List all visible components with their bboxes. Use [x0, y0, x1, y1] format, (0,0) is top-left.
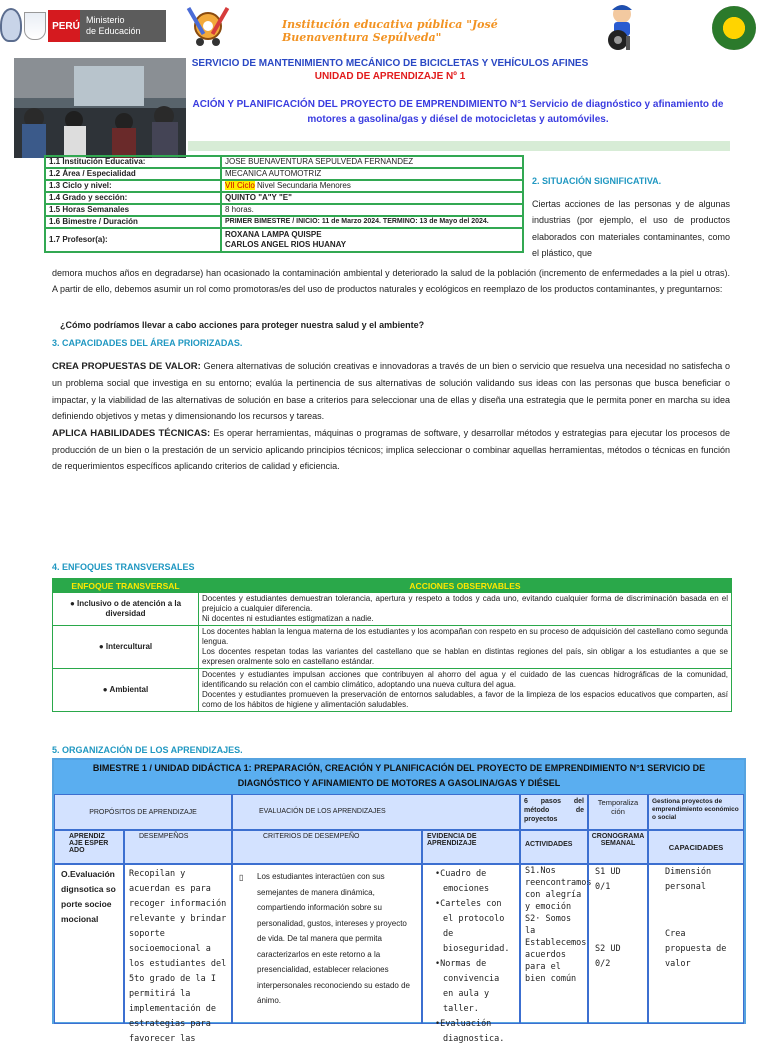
- info-key: 1.3 Ciclo y nivel:: [45, 180, 221, 192]
- school-emblem-logo: [712, 6, 756, 50]
- action-line: Docentes y estudiantes demuestran tolerancia, apertura y respeto a todos y cada uno, evitando cualquier forma de discriminación basada en el prejuicio a cualquier diferencia.: [202, 594, 728, 613]
- info-key: 1.5 Horas Semanales: [45, 204, 221, 216]
- info-row: [45, 204, 523, 216]
- info-value: JOSE BUENAVENTURA SEPULVEDA FERNANDEZ: [221, 156, 523, 168]
- action-line: Los docentes respetan todas las variantes del castellano que se hablan en distintas regiones del país, sin obligar a los estudiantes a que se expresen oralmente solo en castellano estándar.: [202, 647, 728, 666]
- ministry-label-1: Ministerio: [86, 15, 125, 25]
- ie-shield-logo: [0, 8, 22, 42]
- cronograma-header: CRONOGRAMA SEMANAL: [588, 830, 648, 864]
- enfoque-actions: [199, 669, 732, 712]
- cycle-level: Nivel Secundaria Menores: [254, 181, 351, 190]
- evidencia-item: Cuadro de emociones: [440, 869, 490, 894]
- list-item: •Evaluación diagnostica.: [435, 1019, 505, 1044]
- pasos-header: 6 pasos del método de proyectos: [520, 794, 588, 830]
- table-row: [53, 669, 732, 712]
- project-title: [188, 97, 728, 127]
- checkbox-icon: ▯: [239, 873, 244, 882]
- capacidades-header: CAPACIDADES: [648, 830, 744, 864]
- criterio-cell: [232, 864, 422, 1024]
- enfoque-name: ● Inclusivo o de atención a la diversidad: [53, 593, 199, 626]
- info-key: 1.4 Grado y sección:: [45, 192, 221, 204]
- institution-title: Institución educativa pública "José Buenaventura Sepúlveda": [282, 18, 498, 44]
- capacity-2: [52, 425, 730, 475]
- evaluacion-header: EVALUACIÓN DE LOS APRENDIZAJES: [232, 794, 520, 830]
- info-value: MECANICA AUTOMOTRIZ: [221, 168, 523, 180]
- desempenos-header: DESEMPEÑOS: [124, 830, 232, 864]
- teacher-1: ROXANA LAMPA QUISPE: [225, 230, 322, 239]
- service-title: SERVICIO DE MANTENIMIENTO MECÁNICO DE BICICLETAS Y VEHÍCULOS AFINES: [191, 58, 589, 69]
- teacher-2: CARLOS ANGEL RIOS HUANAY: [225, 240, 347, 249]
- capacity-1-text: Genera alternativas de solución creativas e innovadoras a través de un bien o servicio que resuelva una necesidad no satisfecha o un problema social que investiga en su entorno; evalúa la pertinencia de sus alternativas de solución validando sus ideas con las personas que busca beneficiar o impactar, y la viabilidad de las alternativas de solución en base a criterios para seleccionar una de ellas y diseña una estrategia que le permita poner en marcha su idea definiendo objetivos y metas y dimensionando los recursos y tareas.: [52, 361, 731, 422]
- cronograma-s2: S2 UD 0/2: [595, 944, 621, 969]
- header-line-1: BIMESTRE 1 / UNIDAD DIDÁCTICA 1: PREPARACIÓN, CREACIÓN Y PLANIFICACIÓN DEL PROYECTO DE EMPRENDIMIENTO N°1 SERVICIO DE: [92, 763, 706, 773]
- organizacion-header: [54, 760, 744, 794]
- actividades-cell: S1.Nos reencontramos con alegría y emoción S2· Somos la Establecemos acuerdos para el bien común: [520, 864, 588, 1024]
- cronograma-cell: [588, 864, 648, 1024]
- unit-title: UNIDAD DE APRENDIZAJE Nº 1: [314, 71, 466, 82]
- enfoques-title: 4. ENFOQUES TRANSVERSALES: [52, 562, 195, 572]
- temporalizacion-header: Temporaliza ción: [588, 794, 648, 830]
- capacidad-1: Dimensión personal: [665, 867, 712, 892]
- info-row: [45, 216, 523, 228]
- evidencia-item: Normas de convivencia en aula y taller.: [440, 959, 500, 1014]
- situation-text: demora muchos años en degradarse) han ocasionado la contaminación ambiental y deteriorado la salud de la población (incremento de enfermedades a la piel u otras). A partir de ello, debemos asumir un rol como promotoras/es del uso de productos naturales y ecológicos en reemplazo de los productos contaminantes, y preguntarnos:: [52, 268, 730, 295]
- aprendizaje-cell: O.Evaluación dignsotica soporte socioemocional: [54, 864, 124, 1024]
- capacity-1: [52, 358, 730, 425]
- info-row: [45, 156, 523, 168]
- action-line: Docentes y estudiantes promueven la preservación de entornos saludables, a favor de la limpieza de los espacios educativos que comparten, así como de los hábitos de higiene y alimentación saludables.: [202, 690, 728, 709]
- enfoque-name: ● Ambiental: [53, 669, 199, 712]
- propositos-header: PROPÓSITOS DE APRENDIZAJE: [54, 794, 232, 830]
- aprendizaje-header: APRENDIZAJE ESPERADO: [54, 830, 124, 864]
- actividades-header: ACTIVIDADES: [520, 830, 588, 864]
- list-item: •Carteles con el protocolo de bioseguridad.: [435, 899, 510, 954]
- info-value: [221, 180, 523, 192]
- info-key: 1.6 Bimestre / Duración: [45, 216, 221, 228]
- info-row: [45, 168, 523, 180]
- info-value: QUINTO "A"Y "E": [221, 192, 523, 204]
- divider-band: [188, 141, 730, 151]
- criterios-header: CRITERIOS DE DESEMPEÑO: [232, 830, 422, 864]
- enfoque-name: ● Intercultural: [53, 626, 199, 669]
- info-value: PRIMER BIMESTRE / INICIO: 11 de Marzo 2024. TERMINO: 13 de Mayo del 2024.: [221, 216, 523, 228]
- situation-title: 2. SITUACIÓN SIGNIFICATIVA.: [532, 176, 662, 186]
- evidencia-header: EVIDENCIA DE APRENDIZAJE: [422, 830, 520, 864]
- organizacion-title: 5. ORGANIZACIÓN DE LOS APRENDIZAJES.: [52, 745, 243, 755]
- list-item: •Cuadro de emociones: [435, 869, 490, 894]
- cycle-highlight: VII Ciclo: [225, 181, 255, 190]
- info-row: [45, 228, 523, 252]
- info-row: [45, 180, 523, 192]
- mechanic-kid-icon: [596, 2, 646, 52]
- enfoques-table: [52, 578, 732, 712]
- enfoques-header-row: [53, 579, 732, 593]
- capacity-2-text: Es operar herramientas, máquinas o programas de software, y desarrollar métodos y estrategias para ejecutar los procesos de producción de un bien o la prestación de un servicio aplicando principios técnicos; implica seleccionar o combinar aquellas herramientas, métodos o técnicas en función de requerimientos específicos aplicando criterios de calidad y eficiencia.: [52, 427, 730, 472]
- enfoque-col-header: ENFOQUE TRANSVERSAL: [53, 579, 199, 593]
- header-line-2: DIAGNÓSTICO Y AFINAMIENTO DE MOTORES A GASOLINA/GAS Y DIÉSEL: [237, 778, 561, 788]
- organizacion-table: [52, 758, 746, 1044]
- ministry-label-2: de Educación: [86, 26, 141, 36]
- capacity-2-title: APLICA HABILIDADES TÉCNICAS:: [52, 427, 211, 439]
- table-row: [53, 626, 732, 669]
- gestiona-header: Gestiona proyectos de emprendimiento económico o social: [648, 794, 744, 830]
- evidencia-cell: [422, 864, 520, 1044]
- capacity-1-title: CREA PROPUESTAS DE VALOR:: [52, 361, 201, 372]
- info-key: 1.1 Institución Educativa:: [45, 156, 221, 168]
- info-row: [45, 192, 523, 204]
- acciones-col-header: ACCIONES OBSERVABLES: [199, 579, 732, 593]
- list-item: •Normas de convivencia en aula y taller.: [435, 959, 500, 1014]
- capacities-text: [52, 358, 730, 475]
- project-title-line1: ACIÓN Y PLANIFICACIÓN DEL PROYECTO DE EMPRENDIMIENTO N°1 Servicio de diagnóstico y afinamiento de: [192, 99, 724, 110]
- enfoque-actions: [199, 626, 732, 669]
- criterio-text: Los estudiantes interactúen con sus semejantes de manera dinámica, compartiendo información sobre su personalidad, gustos, intereses y proyecto de vida. De tal manera que permita caracterizarlos en este retorno a la presencialidad, establecer relaciones interpersonales reconociendo su estado de ánimo.: [257, 872, 410, 1005]
- evidencia-item: Carteles con el protocolo de bioseguridad.: [440, 899, 510, 954]
- capacities-title: 3. CAPACIDADES DEL ÁREA PRIORIZADAS.: [52, 338, 243, 348]
- info-value: 8 horas.: [221, 204, 523, 216]
- classroom-photo: [14, 58, 186, 158]
- project-title-line2: motores a gasolina/gas y diésel de motocicletas y automóviles.: [307, 114, 609, 125]
- action-line: Ni docentes ni estudiantes estigmatizan a nadie.: [202, 614, 374, 623]
- evidencia-item: Evaluación diagnostica.: [440, 1019, 505, 1044]
- info-key: 1.7 Profesor(a):: [45, 228, 221, 252]
- table-row: [53, 593, 732, 626]
- capacidades-cell: [648, 864, 744, 1024]
- coat-of-arms-icon: [24, 12, 46, 40]
- general-info-table: [44, 155, 524, 253]
- peru-logo: [24, 10, 84, 42]
- action-line: Docentes y estudiantes impulsan acciones que contribuyen al ahorro del agua y el cuidado de las cuencas hidrográficas de la comunidad, identificando su relación con el cambio climático, adoptando una nueva cultura del agua.: [202, 670, 728, 689]
- action-line: Los docentes hablan la lengua materna de los estudiantes y los acompañan con respeto en su proceso de adquisición del castellano como segunda lengua.: [202, 627, 728, 646]
- info-value: [221, 228, 523, 252]
- situation-question: ¿Cómo podríamos llevar a cabo acciones para proteger nuestra salud y el ambiente?: [60, 320, 425, 330]
- mechanic-tools-icon: [188, 2, 228, 48]
- capacidad-2: Crea propuesta de valor: [665, 929, 727, 969]
- info-key: 1.2 Área / Especialidad: [45, 168, 221, 180]
- ministry-logo: [80, 10, 166, 42]
- desempeno-cell: Recopilan y acuerdan es para recoger información relevante y brindar soporte socioemocional a los estudiantes del 5to grado de la I permitirá la implementación de estrategias para favorecer las: [124, 864, 232, 1024]
- enfoque-actions: [199, 593, 732, 626]
- cronograma-s1: S1 UD 0/1: [595, 867, 621, 892]
- situation-text-right: Ciertas acciones de las personas y de algunas industrias (por ejemplo, el uso de productos elaborados con materiales contaminantes, como el plástico, que: [532, 199, 730, 259]
- peru-label: PERÚ: [48, 10, 84, 42]
